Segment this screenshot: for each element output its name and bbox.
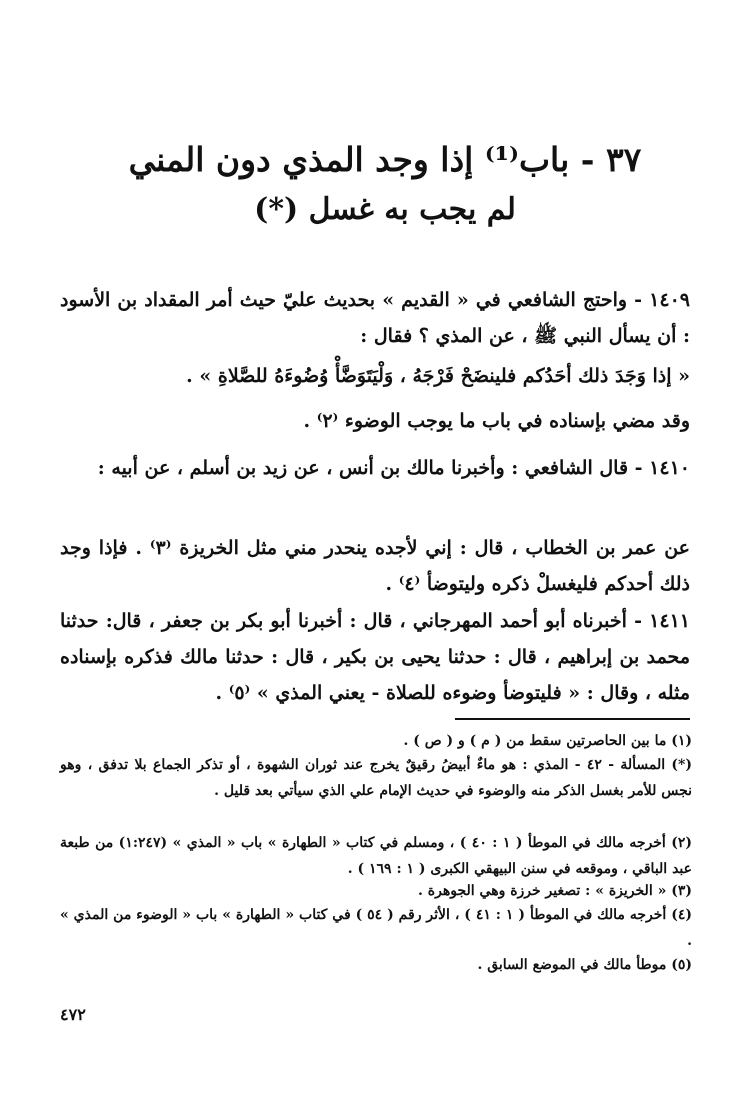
paragraph-umar: عن عمر بن الخطاب ، قال : إني لأجده ينحدر مني مثل الخريزة ⁽٣⁾ . فإذا وجد ذلك أحدكم فليغسلْ ذكره وليتوضأ ⁽٤⁾ . xyxy=(60,537,691,595)
paragraph-1410: ١٤١٠ - قال الشافعي : وأخبرنا مالك بن أنس ، عن زيد بن أسلم ، عن أبيه : xyxy=(97,457,690,479)
paragraph-reference: وقد مضي بإسناده في باب ما يوجب الوضوء ⁽٢⁾ . xyxy=(303,410,690,432)
footnote-3: (٣) « الخريزة » : تصغير خرزة وهي الجوهرة . xyxy=(418,883,692,899)
footnote-2: (٢) أخرجه مالك في الموطأ ( ١ : ٤٠ ) ، ومسلم في كتاب « الطهارة » باب « المذي » (١:٢٤٧) من طبعة عبد الباقي ، وموقعه في سنن البيهقي الكبرى ( ١ : ١٦٩ ) . xyxy=(60,835,692,877)
page-number: ٤٧٢ xyxy=(60,1005,86,1024)
footnote-separator xyxy=(455,718,690,720)
hadith-quote: « إذا وَجَدَ ذلك أحَدُكم فلينضَحْ فَرْجَهُ ، وَلْيَتَوَضَّأْ وُضُوءَهُ للصَّلاةِ » . xyxy=(186,365,690,387)
paragraph-1409: ١٤٠٩ - واحتج الشافعي في « القديم » بحديث عليّ حيث أمر المقداد بن الأسود : أن يسأل النبي ﷺ ، عن المذي ؟ فقال : xyxy=(60,289,690,347)
footnote-4: (٤) أخرجه مالك في الموطأ ( ١ : ٤١ ) ، الأثر رقم ( ٥٤ ) في كتاب « الطهارة » باب « الوضوء من المذي » . xyxy=(60,907,692,949)
paragraph-1411: ١٤١١ - أخبرناه أبو أحمد المهرجاني ، قال : أخبرنا أبو بكر بن جعفر ، قال: حدثنا محمد بن إبراهيم ، قال : حدثنا يحيى بن بكير ، قال : حدثنا مالك فذكره بإسناده مثله ، وقال : « فليتوضأ وضوءه للصلاة - يعني المذي » ⁽٥⁾ . xyxy=(60,610,690,704)
footnote-1: (١) ما بين الحاصرتين سقط من ( م ) و ( ص ) . xyxy=(403,733,692,749)
chapter-title: ٣٧ - باب⁽¹⁾ إذا وجد المذي دون المني xyxy=(128,140,642,179)
chapter-subtitle: لم يجب به غسل (*) xyxy=(254,192,516,227)
footnote-5: (٥) موطأ مالك في الموضع السابق . xyxy=(477,957,692,973)
footnote-star: (*) المسألة - ٤٢ - المذي : هو ماءٌ أبيضُ رقيقٌ يخرج عند ثوران الشهوة ، أو تذكر الجماع بلا تدفق ، وهو نجس للأمر بغسل الذكر منه والوضوء في حديث الإمام علي الذي سيأتي بعد قليل . xyxy=(60,757,692,799)
